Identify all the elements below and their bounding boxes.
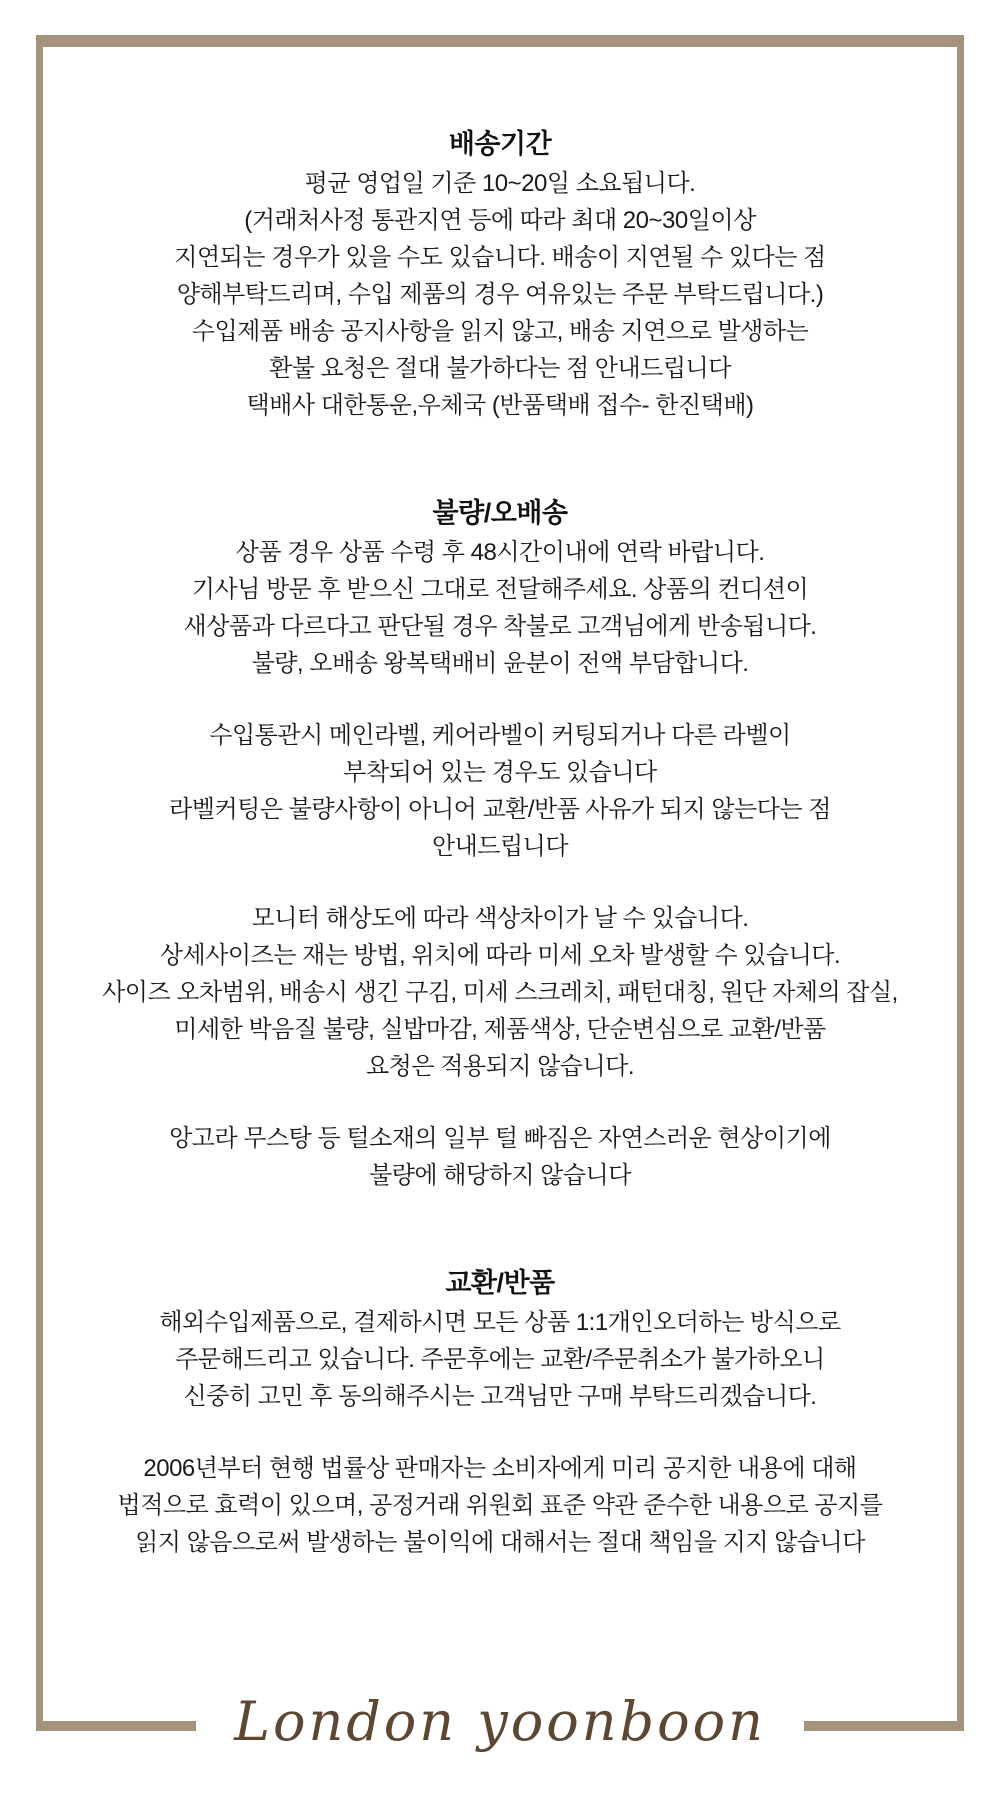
text-line: 라벨커팅은 불량사항이 아니어 교환/반품 사유가 되지 않는다는 점 bbox=[169, 796, 831, 823]
footer bbox=[0, 1672, 1000, 1772]
text-line: 수입통관시 메인라벨, 케어라벨이 커팅되거나 다른 라벨이 bbox=[209, 722, 791, 749]
text-line: 미세한 박음질 불량, 실밥마감, 제품색상, 단순변심으로 교환/반품 bbox=[174, 1016, 826, 1043]
defect-paragraph-2 bbox=[50, 717, 950, 865]
text-line: 지연되는 경우가 있을 수도 있습니다. 배송이 지연될 수 있다는 점 bbox=[174, 244, 826, 271]
text-line: 앙고라 무스탕 등 털소재의 일부 털 빠짐은 자연스러운 현상이기에 bbox=[169, 1125, 831, 1152]
text-line: (거래처사정 통관지연 등에 따라 최대 20~30일이상 bbox=[244, 207, 756, 234]
text-line: 수입제품 배송 공지사항을 읽지 않고, 배송 지연으로 발생하는 bbox=[191, 318, 809, 345]
text-line: 상세사이즈는 재는 방법, 위치에 따라 미세 오차 발생할 수 있습니다. bbox=[159, 942, 841, 969]
text-line: 안내드립니다 bbox=[431, 833, 569, 860]
text-line: 2006년부터 현행 법률상 판매자는 소비자에게 미리 공지한 내용에 대해 bbox=[143, 1455, 857, 1482]
exchange-paragraph-2 bbox=[50, 1450, 950, 1561]
defect-paragraph-1 bbox=[50, 534, 950, 682]
section-title-exchange-return: 교환/반품 bbox=[445, 1268, 555, 1298]
text-line: 신중히 고민 후 동의해주시는 고객님만 구매 부탁드리겠습니다. bbox=[183, 1383, 817, 1410]
text-line: 불량, 오배송 왕복택배비 윤분이 전액 부담합니다. bbox=[251, 650, 749, 677]
defect-paragraph-4 bbox=[50, 1120, 950, 1194]
text-line: 양해부탁드리며, 수입 제품의 경우 여유있는 주문 부탁드립니다.) bbox=[176, 281, 824, 308]
text-line: 환불 요청은 절대 불가하다는 점 안내드립니다 bbox=[269, 355, 731, 382]
section-title-shipping-period: 배송기간 bbox=[448, 129, 552, 159]
text-line: 기사님 방문 후 받으신 그대로 전달해주세요. 상품의 컨디션이 bbox=[191, 576, 809, 603]
exchange-paragraph-1 bbox=[50, 1304, 950, 1415]
shipping-period-paragraph bbox=[50, 165, 950, 424]
text-line: 읽지 않음으로써 발생하는 불이익에 대해서는 절대 책임을 지지 않습니다 bbox=[135, 1529, 865, 1556]
text-line: 사이즈 오차범위, 배송시 생긴 구김, 미세 스크레치, 패턴대칭, 원단 자체의 잡실, bbox=[102, 979, 898, 1006]
text-line: 평균 영업일 기준 10~20일 소요됩니다. bbox=[304, 170, 696, 197]
text-line: 법적으로 효력이 있으며, 공정거래 위원회 표준 약관 준수한 내용으로 공지를 bbox=[117, 1492, 883, 1519]
text-line: 해외수입제품으로, 결제하시면 모든 상품 1:1개인오더하는 방식으로 bbox=[159, 1309, 841, 1336]
text-line: 주문해드리고 있습니다. 주문후에는 교환/주문취소가 불가하오니 bbox=[175, 1346, 825, 1373]
section-title-defect-misdelivery: 불량/오배송 bbox=[432, 498, 568, 528]
text-line: 택배사 대한통운,우체국 (반품택배 접수- 한진택배) bbox=[246, 392, 754, 419]
text-line: 새상품과 다르다고 판단될 경우 착불로 고객님에게 반송됩니다. bbox=[183, 613, 817, 640]
text-line: 요청은 적용되지 않습니다. bbox=[365, 1053, 635, 1080]
defect-paragraph-3 bbox=[50, 900, 950, 1085]
text-line: 모니터 해상도에 따라 색상차이가 날 수 있습니다. bbox=[251, 905, 749, 932]
text-line: 불량에 해당하지 않습니다 bbox=[369, 1162, 631, 1189]
text-line: 상품 경우 상품 수령 후 48시간이내에 연락 바랍니다. bbox=[235, 539, 765, 566]
notice-content bbox=[50, 47, 950, 1561]
brand-signature: London yoonboon bbox=[196, 1672, 804, 1772]
text-line: 부착되어 있는 경우도 있습니다 bbox=[343, 759, 657, 786]
